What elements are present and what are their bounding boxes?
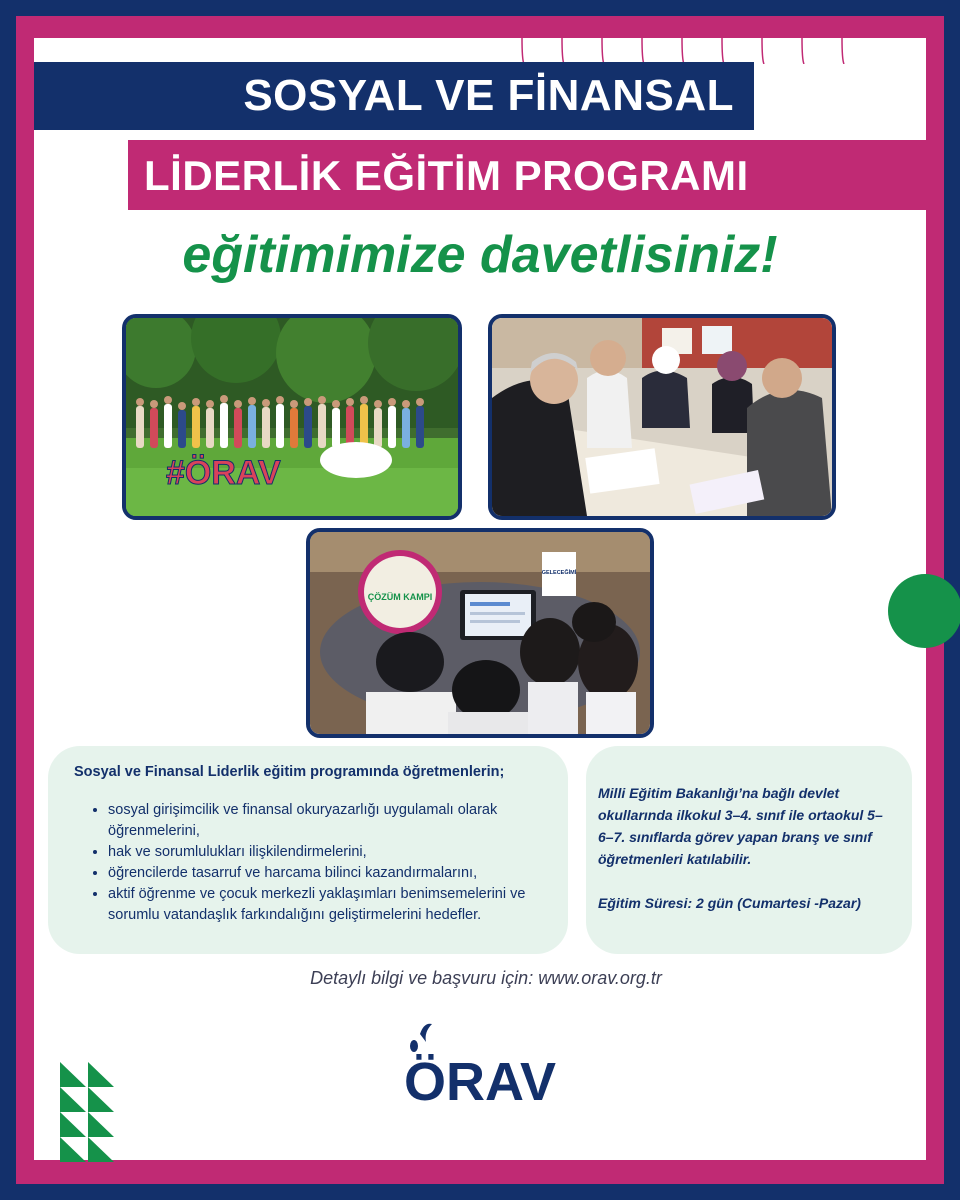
decorative-green-circle	[888, 574, 960, 648]
invitation-slogan: eğitimimize davetlisiniz!	[182, 226, 778, 284]
orav-logo	[390, 1020, 570, 1110]
workshop-photo	[488, 314, 836, 520]
contact-info: Detaylı bilgi ve başvuru için: www.orav.org.tr	[310, 968, 662, 988]
gelecegimi-board-text: GELECEĞİMİ	[541, 570, 577, 576]
eligibility-text: Milli Eğitim Bakanlığı’na bağlı devlet okullarında ilkokul 3–4. sınıf ile ortaokul 5–6–7. sınıflarda görev yapan branş ve sınıf öğretmenleri katılabilir.	[598, 785, 883, 867]
title-line-1: SOSYAL VE FİNANSAL	[34, 62, 754, 130]
kids-laptop-photo	[306, 528, 654, 738]
program-goals-panel	[48, 746, 568, 954]
goal-item: • hak ve sorumlulukları ilişkilendirmelerini,	[108, 842, 542, 863]
eligibility-panel	[586, 746, 912, 954]
orav-logo-text: ÖRAV	[403, 1052, 557, 1110]
goal-item: • aktif öğrenme ve çocuk merkezli yaklaşımları benimsemelerini ve sorumlu vatandaşlık farkındalığını geliştirmelerini hedefler.	[108, 884, 542, 926]
group-photo	[122, 314, 462, 520]
orav-sign-text: #ÖRAV	[166, 454, 281, 492]
goal-item: • öğrencilerde tasarruf ve harcama bilinci kazandırmalarını,	[108, 863, 542, 884]
decorative-arcs	[520, 38, 860, 64]
cozum-kampi-sign-text: ÇÖZÜM KAMPI	[367, 592, 433, 602]
decorative-triangles	[60, 1062, 116, 1162]
title-line-2: LİDERLİK EĞİTİM PROGRAMI	[128, 140, 926, 210]
program-goals-list	[74, 800, 542, 926]
goal-item: • sosyal girişimcilik ve finansal okuryazarlığı uygulamalı olarak öğrenmelerini,	[108, 800, 542, 842]
duration-text: Eğitim Süresi: 2 gün (Cumartesi -Pazar)	[598, 895, 861, 911]
program-goals-heading: Sosyal ve Finansal Liderlik eğitim programında öğretmenlerin;	[74, 764, 505, 780]
